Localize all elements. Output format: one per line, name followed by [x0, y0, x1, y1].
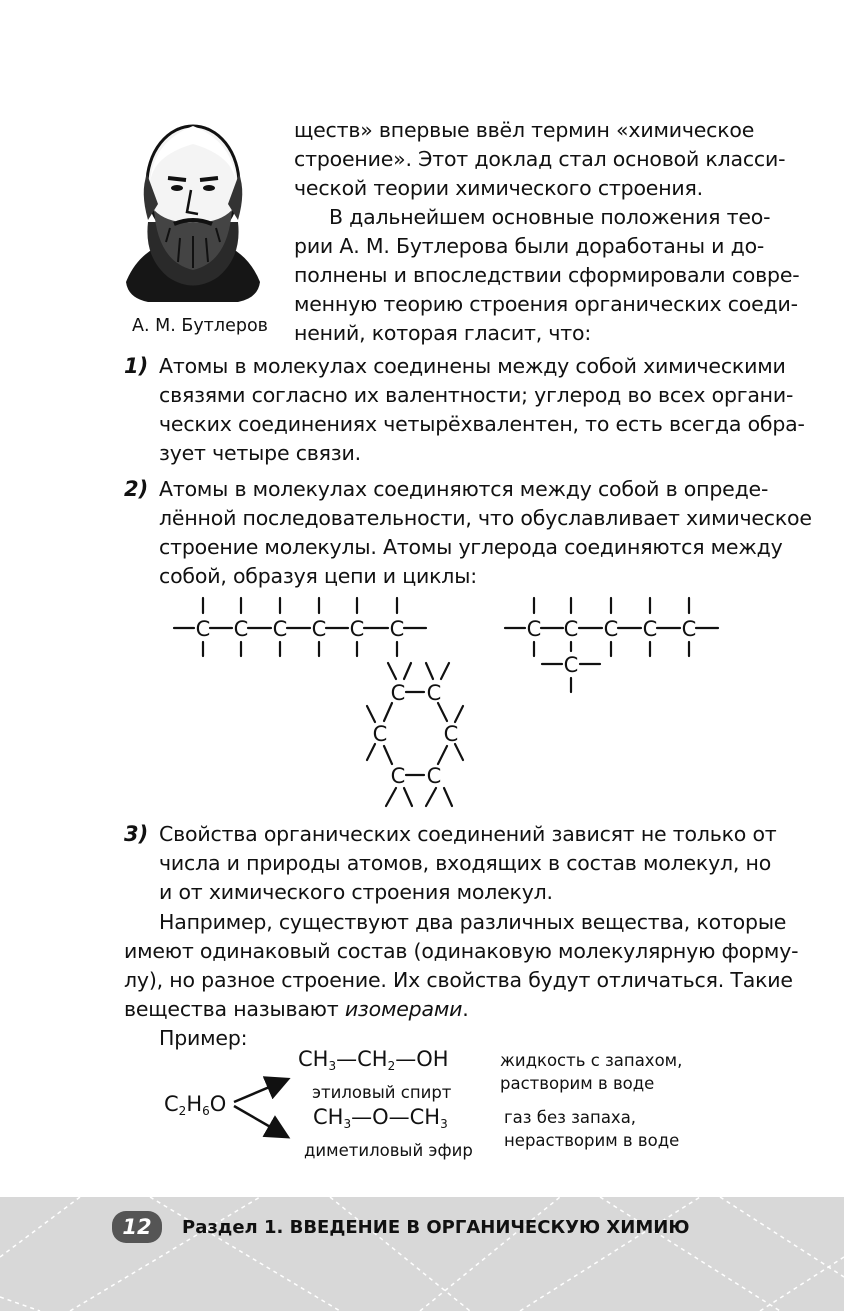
ether-formula: $CH_3—O—CH_3$: [313, 1105, 448, 1131]
section-title: Раздел 1. ВВЕДЕНИЕ В ОРГАНИЧЕСКУЮ ХИМИЮ: [182, 1217, 690, 1238]
carbon-atom: C: [272, 617, 288, 641]
carbon-atom: C: [681, 617, 697, 641]
list-item-line: зует четыре связи.: [159, 441, 361, 465]
text-segment: .: [462, 997, 469, 1021]
ether-name: диметиловый эфир: [304, 1141, 473, 1160]
text-line: ческой теории химического строения.: [294, 176, 703, 200]
list-item-line: Атомы в молекулах соединяются между собой в опреде-: [159, 477, 769, 501]
text-line: ществ» впервые ввёл термин «химическое: [294, 118, 755, 142]
text-line: рии А. М. Бутлерова были доработаны и до-: [294, 234, 765, 258]
page-footer: [0, 1197, 844, 1311]
carbon-atom: C: [563, 653, 579, 677]
carbon-atom: C: [642, 617, 658, 641]
isomers-term: изомерами: [344, 997, 463, 1021]
ether-property: нерастворим в воде: [504, 1131, 680, 1150]
text-line: нений, которая гласит, что:: [294, 321, 592, 345]
ethanol-name: этиловый спирт: [312, 1083, 452, 1102]
example-label: Пример:: [159, 1026, 248, 1050]
carbon-atom: C: [389, 617, 405, 641]
carbon-atom: C: [443, 722, 459, 746]
carbon-atom: C: [603, 617, 619, 641]
list-item-line: строение молекулы. Атомы углерода соединяются между: [159, 535, 783, 559]
text-line: менную теорию строения органических соеди-: [294, 292, 798, 316]
list-item-line: Свойства органических соединений зависят не только от: [159, 822, 777, 846]
carbon-atom: C: [390, 681, 406, 705]
text-line: лу), но разное строение. Их свойства будут отличаться. Такие: [124, 968, 793, 992]
list-item-line: связями согласно их валентности; углерод во всех органи-: [159, 383, 794, 407]
list-marker: 3): [124, 822, 149, 846]
list-marker: 2): [124, 477, 149, 501]
text-line: [124, 995, 469, 1024]
carbon-atom: C: [311, 617, 327, 641]
carbon-atom: C: [195, 617, 211, 641]
text-line: Например, существуют два различных вещества, которые: [159, 910, 787, 934]
carbon-atom: C: [372, 722, 388, 746]
carbon-structures-diagram: [0, 590, 844, 820]
ethanol-property: жидкость с запахом,: [500, 1051, 683, 1070]
text-line: строение». Этот доклад стал основой класси-: [294, 147, 786, 171]
carbon-atom: C: [426, 764, 442, 788]
carbon-atom: C: [563, 617, 579, 641]
carbon-atom: C: [349, 617, 365, 641]
list-item-line: Атомы в молекулах соединены между собой химическими: [159, 354, 786, 378]
list-item-line: числа и природы атомов, входящих в состав молекул, но: [159, 851, 772, 875]
isomer-arrows: [230, 1068, 300, 1148]
ethanol-property: растворим в воде: [500, 1074, 655, 1093]
carbon-atom: C: [390, 764, 406, 788]
carbon-atom: C: [233, 617, 249, 641]
text-line: В дальнейшем основные положения тео-: [329, 205, 771, 229]
list-item-line: собой, образуя цепи и циклы:: [159, 564, 477, 588]
text-line: имеют одинаковый состав (одинаковую молекулярную форму-: [124, 939, 799, 963]
ethanol-formula: $CH_3—CH_2—OH$: [298, 1047, 449, 1073]
list-item-line: лённой последовательности, что обуславливает химическое: [159, 506, 812, 530]
portrait-caption: А. М. Бутлеров: [132, 316, 268, 336]
molecular-formula: $C_2H_6O$: [164, 1092, 227, 1118]
list-item-line: ческих соединениях четырёхвалентен, то есть всегда обра-: [159, 412, 805, 436]
carbon-atom: C: [426, 681, 442, 705]
carbon-atom: C: [526, 617, 542, 641]
text-segment: вещества называют: [124, 997, 345, 1021]
butlerov-portrait: [118, 112, 268, 312]
list-marker: 1): [124, 354, 149, 378]
ether-property: газ без запаха,: [504, 1108, 637, 1127]
page-number: 12: [112, 1211, 162, 1243]
text-line: полнены и впоследствии сформировали совре-: [294, 263, 800, 287]
list-item-line: и от химического строения молекул.: [159, 880, 553, 904]
